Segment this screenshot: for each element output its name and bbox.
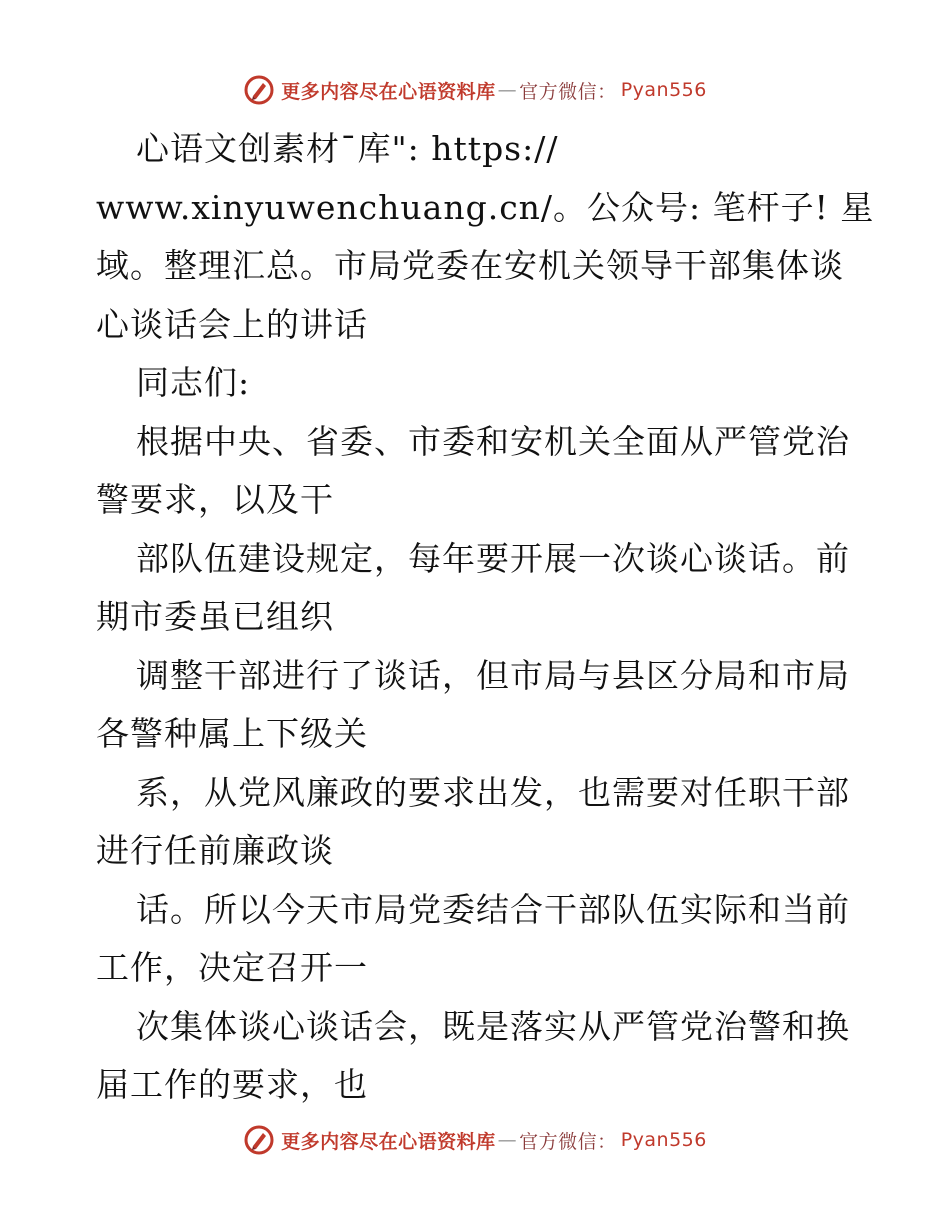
- watermark-separator: —: [497, 1129, 518, 1151]
- text-line: 域。整理汇总。市局党委在安机关领导干部集体谈: [96, 246, 844, 285]
- text-line: 话。所以今天市局党委结合干部队伍实际和当前: [136, 889, 850, 929]
- text-line: 根据中央、省委、市委和安机关全面从严管党治: [136, 421, 850, 461]
- text-line: 进行任前廉政谈: [96, 831, 334, 870]
- text-line: 工作，决定召开一: [96, 948, 368, 987]
- text-line: 系，从党风廉政的要求出发，也需要对任职干部: [136, 772, 850, 812]
- text-line: 警要求，以及干: [96, 480, 334, 519]
- text-line: 调整干部进行了谈话，但市局与县区分局和市局: [136, 655, 850, 695]
- document-body: [96, 120, 875, 1115]
- pen-logo-icon: [243, 74, 275, 106]
- header-watermark: [0, 70, 950, 110]
- footer-watermark: [0, 1120, 950, 1160]
- text-line: 心语文创素材¯库": https://: [136, 129, 559, 168]
- text-line: 同志们:: [136, 363, 251, 402]
- watermark-wechat-id: Pyan556: [620, 79, 707, 101]
- text-line: 部队伍建设规定，每年要开展一次谈心谈话。前: [136, 538, 850, 578]
- text-line: 届工作的要求，也: [96, 1065, 368, 1104]
- text-line: 各警种属上下级关: [96, 714, 368, 753]
- pen-logo-icon: [243, 1124, 275, 1156]
- watermark-separator: —: [497, 79, 518, 101]
- watermark-wechat-id: Pyan556: [620, 1129, 707, 1151]
- watermark-official-label: 官方微信：: [519, 80, 617, 103]
- watermark-main-text: 更多内容尽在心语资料库: [281, 1130, 496, 1153]
- text-line: 次集体谈心谈话会，既是落实从严管党治警和换: [136, 1006, 850, 1046]
- text-line: www.xinyuwenchuang.cn/。公众号: 笔杆子! 星: [96, 187, 875, 227]
- text-line: 心谈话会上的讲话: [96, 304, 368, 344]
- watermark-main-text: 更多内容尽在心语资料库: [281, 80, 496, 103]
- text-line: 期市委虽已组织: [96, 597, 334, 636]
- watermark-official-label: 官方微信：: [519, 1130, 617, 1153]
